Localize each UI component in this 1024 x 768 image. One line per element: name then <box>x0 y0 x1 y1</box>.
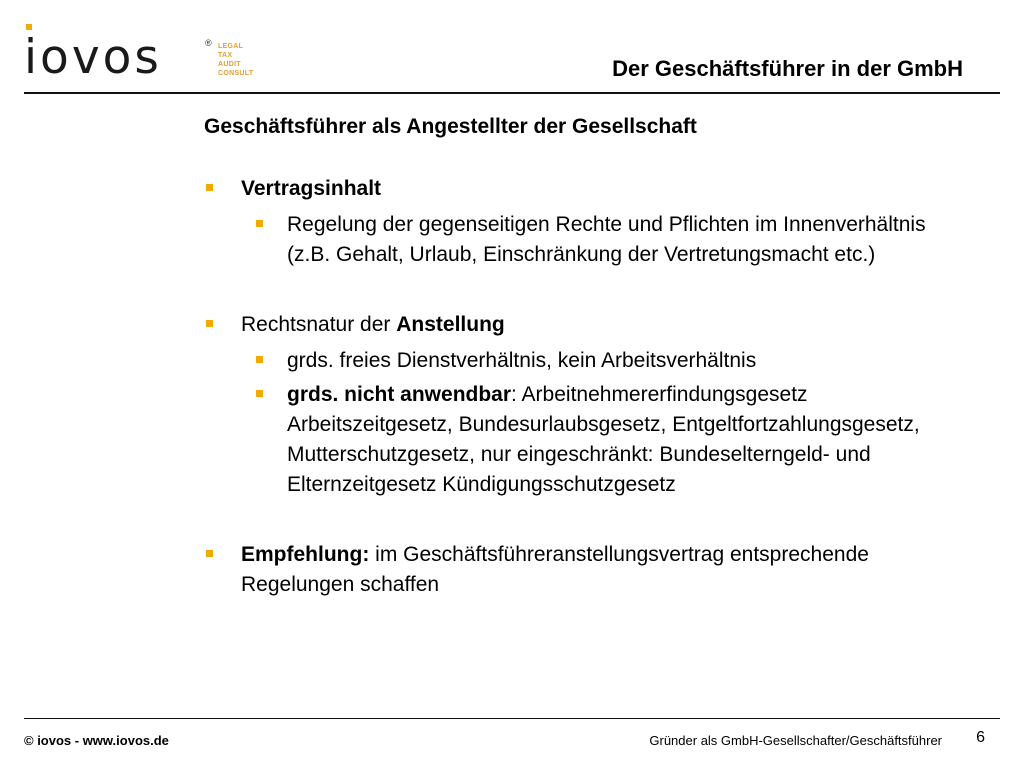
bullet-empfehlung: Empfehlung: im Geschäftsführeranstellungsvertrag entsprechende Regelungen schaffen <box>204 540 964 600</box>
footer-divider <box>24 718 1000 719</box>
bullet-square-icon <box>206 550 213 557</box>
page-number: 6 <box>976 729 985 746</box>
sub-bullet-dienstverhaeltnis: grds. freies Dienstverhältnis, kein Arbeitsverhältnis <box>204 346 964 376</box>
bullet-vertragsinhalt: Vertragsinhalt <box>204 174 964 204</box>
bullet-square-icon <box>256 356 263 363</box>
header-divider <box>24 92 1000 94</box>
logo-wordmark: iovos <box>24 30 162 85</box>
bullet-square-icon <box>256 220 263 227</box>
bullet-rechtsnatur: Rechtsnatur der Anstellung <box>204 310 964 340</box>
slide-title: Der Geschäftsführer in der GmbH <box>612 56 963 81</box>
sub-bullet-nicht-anwendbar: grds. nicht anwendbar: Arbeitnehmererfindungsgesetz Arbeitszeitgesetz, Bundesurlaubsgesetz, Entgeltfortzahlungsgesetz, Mutterschutzgesetz, nur eingeschränkt: Bundeselterngeld- und Elternzeitgesetz Kündigungsschutzgesetz <box>204 380 964 500</box>
bullet-square-icon <box>256 390 263 397</box>
logo-registered-mark: ® <box>205 38 212 48</box>
footer-copyright: © iovos - www.iovos.de <box>24 733 169 748</box>
bullet-square-icon <box>206 320 213 327</box>
footer-description: Gründer als GmbH-Gesellschafter/Geschäftsführer <box>649 733 942 748</box>
bullet-square-icon <box>206 184 213 191</box>
slide-subtitle: Geschäftsführer als Angestellter der Gesellschaft <box>204 115 697 138</box>
logo-tagline: LEGAL TAX AUDIT CONSULT <box>218 43 254 77</box>
slide-content <box>204 112 964 606</box>
sub-bullet-regelung: Regelung der gegenseitigen Rechte und Pflichten im Innenverhältnis (z.B. Gehalt, Urlaub, Einschränkung der Vertretungsmacht etc.) <box>204 210 964 270</box>
